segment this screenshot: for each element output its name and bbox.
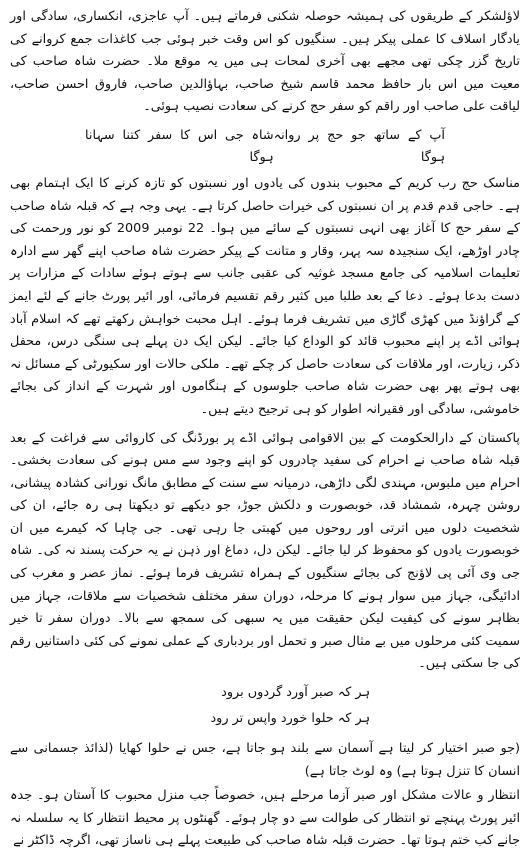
paragraph-jeddah: انتظار و عالات مشکل اور صبر آزما مرحلے ہیں، خصوصاً جب منزل محبوب کا آستان ہو۔ جدہ ائیر پورٹ پہنچے تو انتظار کی طوالت سے دو چار ہوئے۔ گھنٹوں پر محیط انتظار کا یہ سلسلہ نہ جانے کب ختم ہوتا تھا۔ حضرت قبلہ شاہ صاحب کی طبیعت پہلے ہی ناساز تھی، اگرچہ ڈاکٹر نے — [10, 788, 520, 849]
paragraph-intro: لاؤلشکر کے طریقوں کی ہمیشہ حوصلہ شکنی فرماتے ہیں۔ آپ عاجزی، انکساری، سادگی اور یادگار اسلاف کا عملی پیکر ہیں۔ سنگیوں کو اس وقت خبر ہوئی جب کاغذات جمع کروانے کی تاریخ گزر چکی تھی مجھے بھی آخری لمحات ہی میں یہ موقع ملا۔ حضرت شاہ صاحب کی معیت میں اس بار حافظ محمد قاسم شیخ صاحب، بہاؤالدین صاحب، فاروق احسن صاحب، لیاقت علی صاحب اور راقم کو سفر حج کرنے کی سعادت نصیب ہوئی۔ — [10, 9, 520, 115]
persian-verse — [10, 680, 520, 732]
poetry-couplet — [85, 125, 445, 169]
paragraph-hajj-rituals: مناسک حج رب کریم کے محبوب بندوں کی یادوں اور نسبتوں کو تازہ کرنے کا ایک اہتمام بھی ہے۔ حاجی قدم قدم پر ان نسبتوں کی خیرات حاصل کرتا ہے۔ یہی وجہ ہے کہ قبلہ شاہ صاحب کے سفر حج کا آغاز بھی انہی نسبتوں کے سائے میں ہوا۔ 22 نومبر 2009 کو نور ورحمت کی چادر اوڑھے، ایک سنجیدہ سہ پہر، وقار و متانت کے پیکر حضرت شاہ صاحب اپنے گھر سے ادارہ تعلیمات اسلامیہ کی جامع مسجد غوثیہ کی عقبی جانب سے ہوتے ہوئے سادات کے مزارات پر دست بدعا ہوئے۔ دعا کے بعد طلبا میں کثیر رقم تقسیم فرمائی، اور ائیر پورٹ جانے کے لئے ایمز کے گراؤنڈ میں کھڑی گاڑی میں تشریف فرما ہوئے۔ اہل محبت خواہش رکھتے تھے کہ اسلام آباد ہوائی اڈے پر اپنے محبوب قائد کو الوداع کیا جائے۔ لیکن ایک دن پہلے ہی سنگی درس، محفل ذکر، زیارت، اور ملاقات کی سعادت حاصل کر چکے تھے۔ ملکی حالات اور سکیورٹی کے مسائل نہ بھی ہوتے پھر بھی حضرت شاہ صاحب جلوسوں کے ہنگاموں اور شہرت کے انداز کی بجائے خاموشی، سادگی اور فقیرانہ اطوار کو ہی ترجیح دیتے ہیں۔ — [10, 175, 520, 417]
verse-line-1: ہر کہ صبر آورد گردوں برود — [221, 685, 370, 701]
verse-translation: (جو صبر اختیار کر لیتا ہے آسمان سے بلند ہو جاتا ہے، جس نے حلوا کھایا (لذائذ جسمانی سے انسان کا تنزل ہوتا ہے) وہ لوٹ جاتا ہے) — [10, 741, 520, 779]
couplet-first-hemistich: آپ کے ساتھ جو حج پر روانہ ہوگا — [273, 127, 445, 165]
couplet-second-hemistich: شاہ جی اس کا سفر کتنا سہانا ہوگا — [85, 127, 274, 165]
paragraph-airport: پاکستان کے دارالحکومت کے بین الاقوامی ہوائی اڈے پر بورڈنگ کی کاروائی سے فراغت کے بعد قبلہ شاہ صاحب نے احرام کی سفید چادروں کو اپنے وجود سے مس ہونے کی سعادت بخشی۔ احرام میں ملبوس، مہندی لگی داڑھی، درمیانہ سے سنت کے مطابق مانگ نورانی کشادہ پیشانی، روشن چہرہ، شمشاد قد، خوبصورت و دلکش جوڑ، جو دیکھے تو دیکھتا ہی رہ جائے، ان کی شخصیت دلوں میں اترتی اور روحوں میں کھبتی جا رہی تھی۔ جی چاہا کہ کیمرے میں ان خوبصورت یادوں کو محفوظ کر لیا جائے۔ لیکن دل، دماغ اور ذہن نے یہ حرکت پسند نہ کی۔ شاہ جی وی آئی پی لاؤنج کی بجائے سنگیوں کے ہمراہ تشریف فرما ہوئے۔ نماز عصر و مغرب کی ادائیگی، جہاز میں سوار ہونے کا مرحلہ، دوران سفر مختلف شخصیات سے ملاقات، جہاز میں بظاہر سونے کی کیفیت لیکن حقیقت میں یہ سبھی کی سمجھ سے بالا۔ دوران سفر تا خیر سمیت کئی مرحلوں میں بے مثال صبر و تحمل اور بردباری کے عملی نمونے کی کئی داستانیں رقم کی جا سکتی ہیں۔ — [10, 430, 520, 672]
verse-line-2: ہر کہ حلوا خورد واپس تر رود — [210, 711, 370, 727]
